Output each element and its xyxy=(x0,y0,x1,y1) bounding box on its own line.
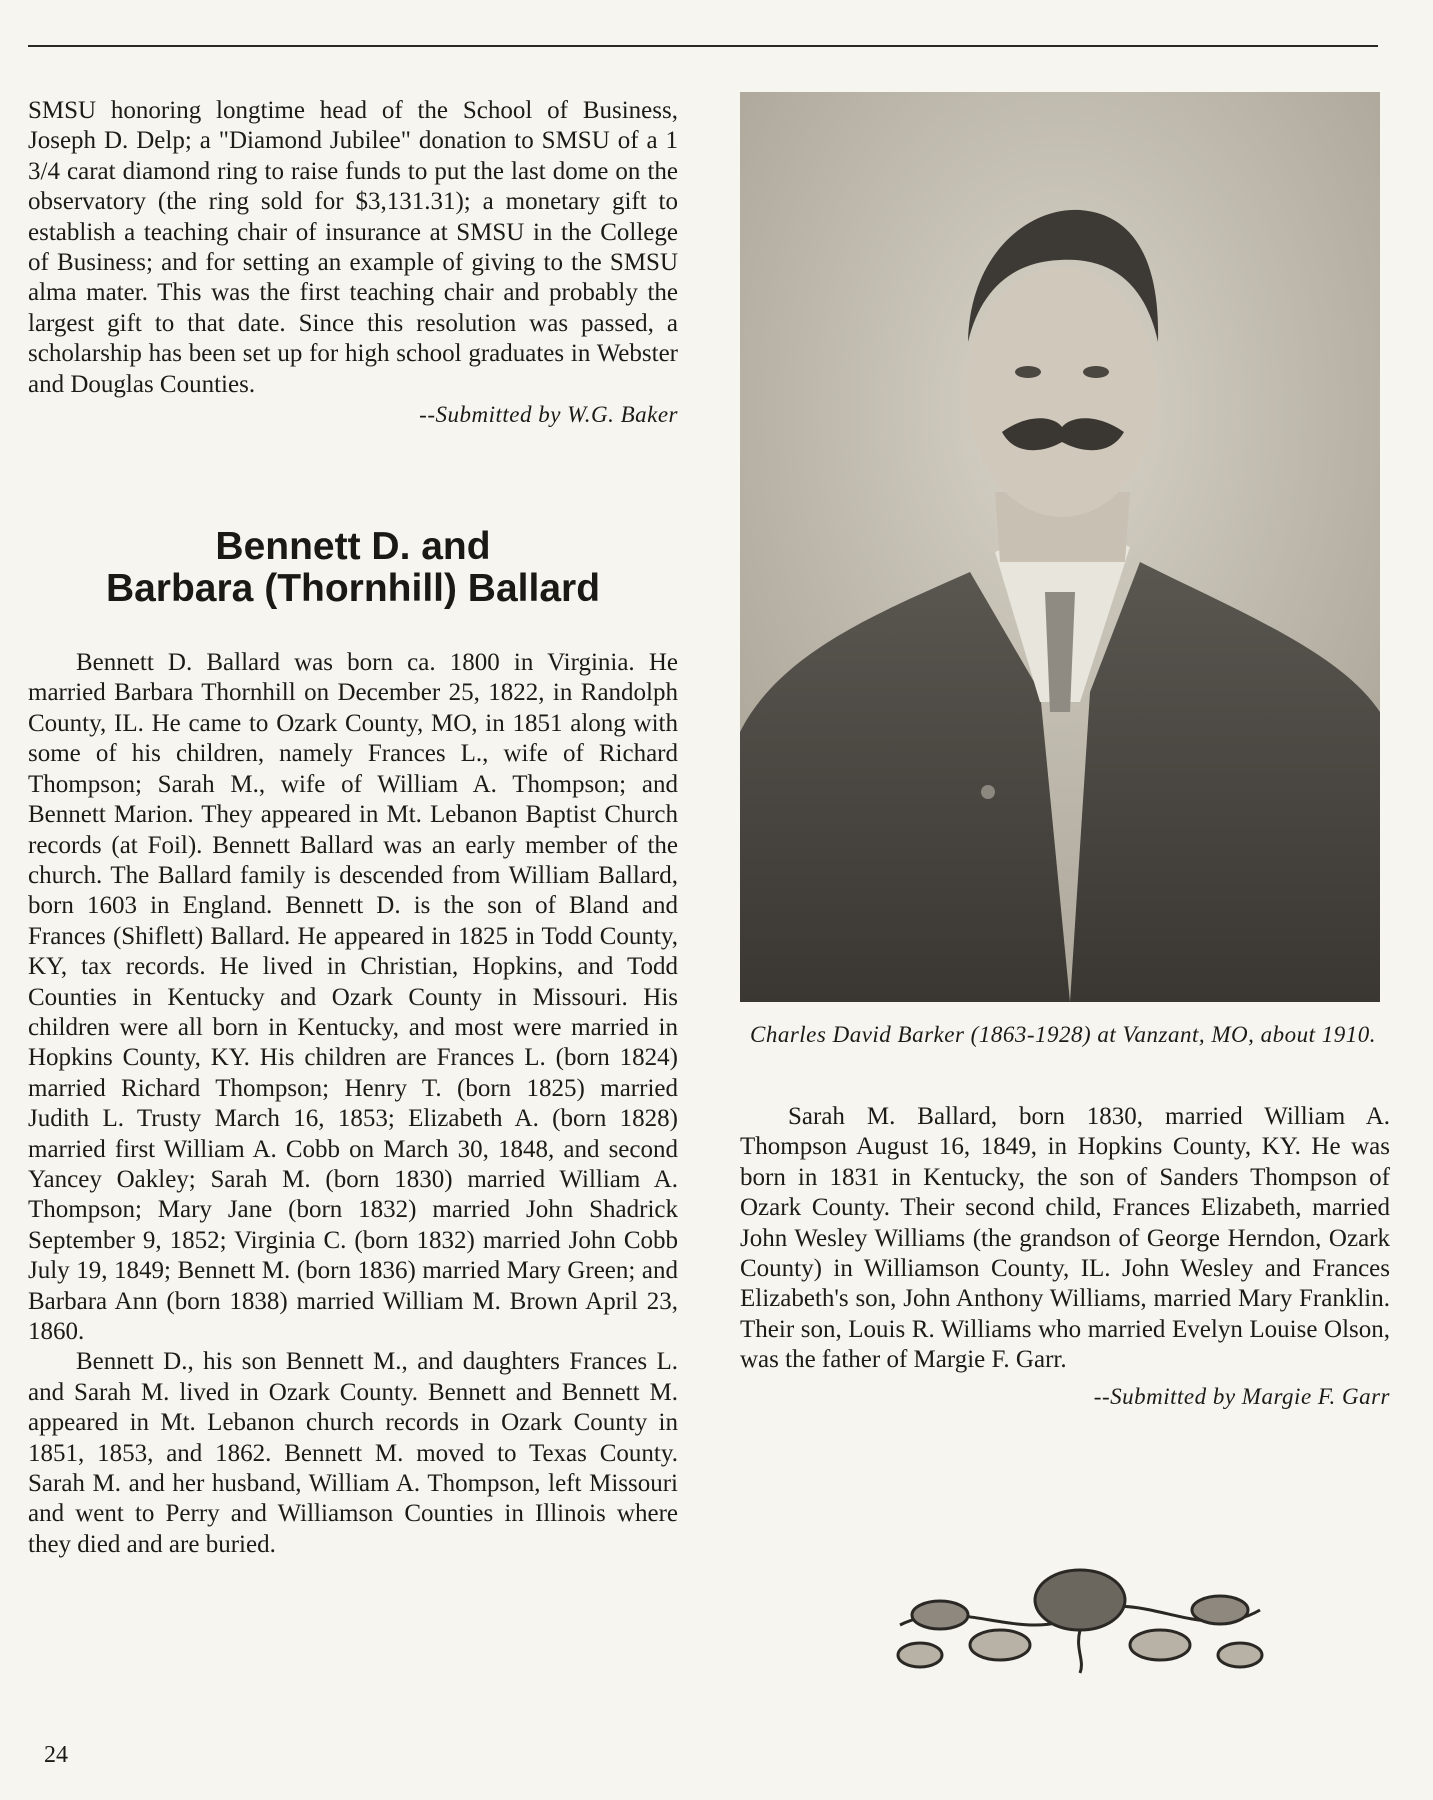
title-line-2: Barbara (Thornhill) Ballard xyxy=(105,567,601,611)
top-credit: --Submitted by W.G. Baker xyxy=(419,402,678,428)
floral-ornament-icon xyxy=(880,1555,1280,1680)
left-column xyxy=(28,96,678,1560)
article-credit: --Submitted by Margie F. Garr xyxy=(1093,1383,1390,1409)
article-paragraph-1: Bennett D. Ballard was born ca. 1800 in Virginia. He married Barbara Thornhill on December 25, 1822, in Randolph County, IL. He came to Ozark County, MO, in 1851 along with some of his children, namely Frances L., wife of Richard Thompson; Sarah M., wife of William A. Thompson; and Bennett Marion. They appeared in Mt. Lebanon Baptist Church records (at Foil). Bennett Ballard was an early member of the church. The Ballard family is descended from William Ballard, born 1603 in England. Bennett D. is the son of Bland and Frances (Shiflett) Ballard. He appeared in 1825 in Todd County, KY, tax records. He lived in Christian, Hopkins, and Todd Counties in Kentucky and Ozark County in Missouri. His children were all born in Kentucky, and most were married in Hopkins County, KY. His children are Frances L. (born 1824) married Richard Thompson; Henry T. (born 1825) married Judith L. Trusty March 16, 1853; Elizabeth A. (born 1828) married first William A. Cobb on March 30, 1848, and second Yancey Oakley; Sarah M. (born 1830) married William A. Thompson; Mary Jane (born 1832) married John Shadrick September 9, 1852; Virginia C. (born 1832) married John Cobb July 19, 1849; Bennett M. (born 1836) married Mary Green; and Barbara Ann (born 1838) married William M. Brown April 23, 1860. xyxy=(28,649,678,1345)
continued-text: SMSU honoring longtime head of the School of Business, Joseph D. Delp; a "Diamond Jubilee" donation to SMSU of a 1 3/4 carat diamond ring to raise funds to put the last dome on the observatory (the ring sold for $3,131.31); a monetary gift to establish a teaching chair of insurance at SMSU in the College of Business; and for setting an example of giving to the SMSU alma mater. This was the first teaching chair and probably the largest gift to that date. Since this resolution was passed, a scholarship has been set up for high school graduates in Webster and Douglas Counties. xyxy=(28,97,678,398)
right-column xyxy=(740,92,1390,1412)
portrait-illustration xyxy=(740,92,1380,1002)
page-number: 24 xyxy=(44,1742,68,1768)
article-paragraph-2: Bennett D., his son Bennett M., and daughters Frances L. and Sarah M. lived in Ozark County. Bennett and Bennett M. appeared in Mt. Lebanon church records in Ozark County in 1851, 1853, and 1862. Bennett M. moved to Texas County. Sarah M. and her husband, William A. Thompson, left Missouri and went to Perry and Williamson Counties in Illinois where they died and are buried. xyxy=(28,1348,678,1558)
article-paragraph-3: Sarah M. Ballard, born 1830, married William A. Thompson August 16, 1849, in Hopkins County, KY. He was born in 1831 in Kentucky, the son of Sanders Thompson of Ozark County. Their second child, Frances Elizabeth, married John Wesley Williams (the grandson of George Herndon, Ozark County) in Williamson County, IL. John Wesley and Frances Elizabeth's son, John Anthony Williams, married Mary Franklin. Their son, Louis R. Williams who married Evelyn Louise Olson, was the father of Margie F. Garr. xyxy=(740,1103,1390,1374)
photo-caption: Charles David Barker (1863-1928) at Vanzant, MO, about 1910. xyxy=(750,1022,1377,1047)
title-line-1: Bennett D. and xyxy=(215,525,491,569)
header-rule xyxy=(28,45,1378,47)
article-title xyxy=(28,526,678,610)
portrait-photo xyxy=(740,92,1380,1002)
